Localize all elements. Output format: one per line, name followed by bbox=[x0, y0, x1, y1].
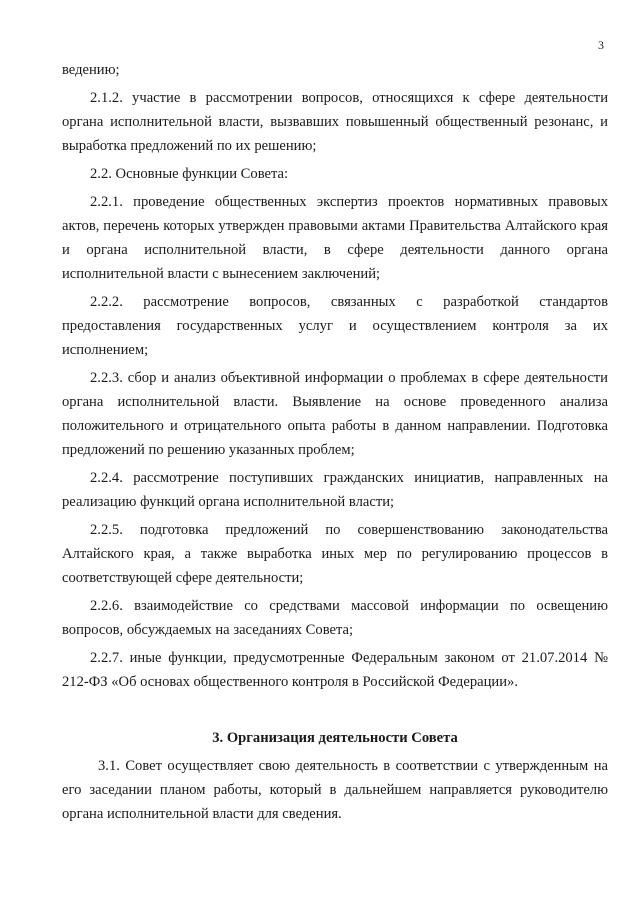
paragraph-2-2-2: 2.2.2. рассмотрение вопросов, связанных с разработкой стандартов предоставления государственных услуг и осуществлением контроля за их исполнением; bbox=[62, 294, 608, 358]
paragraph-2-2-3: 2.2.3. сбор и анализ объективной информации о проблемах в сфере деятельности органа исполнительной власти. Выявление на основе проведенного анализа положительного и отрицательного опыта работы в данном направлении. Подготовка предложений по решению указанных проблем; bbox=[62, 370, 608, 458]
paragraph-3-1: 3.1. Совет осуществляет свою деятельность в соответствии с утвержденным на его заседании планом работы, который в дальнейшем направляется руководителю органа исполнительной власти для сведения. bbox=[62, 758, 608, 822]
paragraph-2-1-2: 2.1.2. участие в рассмотрении вопросов, относящихся к сфере деятельности органа исполнительной власти, вызвавших повышенный общественный резонанс, и выработка предложений по их решению; bbox=[62, 90, 608, 154]
document-body bbox=[62, 58, 608, 830]
paragraph-continuation: ведению; bbox=[62, 62, 120, 78]
paragraph-2-2-4: 2.2.4. рассмотрение поступивших гражданских инициатив, направленных на реализацию функций органа исполнительной власти; bbox=[62, 470, 608, 510]
section-heading: 3. Организация деятельности Совета bbox=[212, 730, 458, 746]
page-number: 3 bbox=[598, 38, 604, 52]
paragraph-2-2-5: 2.2.5. подготовка предложений по совершенствованию законодательства Алтайского края, а также выработка иных мер по регулированию процессов в соответствующей сфере деятельности; bbox=[62, 522, 608, 586]
paragraph-2-2: 2.2. Основные функции Совета: bbox=[90, 166, 289, 182]
paragraph-2-2-7: 2.2.7. иные функции, предусмотренные Федеральным законом от 21.07.2014 № 212-ФЗ «Об основах общественного контроля в Российской Федерации». bbox=[62, 650, 608, 690]
paragraph-2-2-1: 2.2.1. проведение общественных экспертиз проектов нормативных правовых актов, перечень которых утвержден правовыми актами Правительства Алтайского края и органа исполнительной власти, в сфере деятельности данного органа исполнительной власти с вынесением заключений; bbox=[62, 194, 608, 282]
paragraph-2-2-6: 2.2.6. взаимодействие со средствами массовой информации по освещению вопросов, обсуждаемых на заседаниях Совета; bbox=[62, 598, 608, 638]
